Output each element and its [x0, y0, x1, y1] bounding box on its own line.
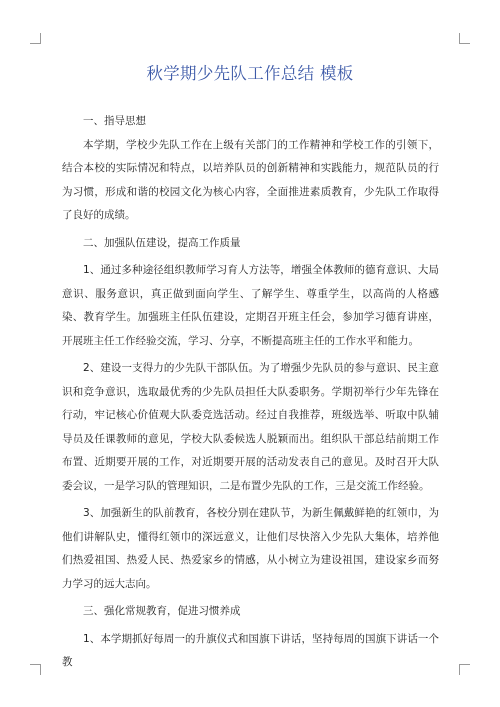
paragraph-cadre-team: 2、建设一支得力的少先队干部队伍。为了增强少先队员的参与意识、民主意识和竞争意识，选取最优秀的少先队员担任大队委职务。学期初举行少年先锋在行动，牢记核心价值观大队委竞选活动。经过自我推荐，班级选举、听取中队辅导员及任课教师的意见，学校大队委候选人脱颖而出。组织队干部总结前期工作布置、近期要开展的工作，对近期要开展的活动发表自己的意见。及时召开大队委会议，一是学习队的管理知识，二是布置少先队的工作，三是交流工作经验。 — [62, 362, 439, 492]
section-heading-routine-education: 三、强化常规教育，促进习惯养成 — [83, 605, 241, 617]
crop-mark-top-right — [459, 33, 470, 44]
document-title: 秋学期少先队工作总结 模板 — [146, 64, 354, 83]
crop-mark-top-left — [30, 33, 41, 44]
section-heading-guiding-thought: 一、指导思想 — [83, 115, 146, 127]
paragraph-new-member-education: 3、加强新生的队前教育，各校分别在建队节，为新生佩戴鲜艳的红领巾，为他们讲解队史，懂得红领巾的深远意义，让他们尽快溶入少先队大集体，培养他们热爱祖国、热爱人民、热爱家乡的情感，从小树立为建设祖国，建设家乡而努力学习的远大志向。 — [62, 507, 439, 590]
paragraph-teacher-training: 1、通过多种途径组织教师学习育人方法等，增强全体教师的德育意识、大局意识、服务意识，真正做到面向学生、了解学生、尊重学生，以高尚的人格感染、教育学生。加强班主任队伍建设，定期召开班主任会，参加学习德育讲座，开展班主任工作经验交流，学习、分享，不断提高班主任的工作水平和能力。 — [62, 264, 439, 347]
crop-mark-bottom-left — [30, 664, 41, 675]
document-body — [62, 110, 439, 675]
paragraph-flag-ceremony: 1、本学期抓好每周一的升旗仪式和国旗下讲话，坚持每周的国旗下讲话一个教 — [62, 632, 439, 668]
section-heading-team-building: 二、加强队伍建设，提高工作质量 — [83, 236, 241, 249]
crop-mark-bottom-right — [459, 664, 470, 675]
paragraph-intro: 本学期，学校少先队工作在上级有关部门的工作精神和学校工作的引领下，结合本校的实际情况和特点，以培养队员的创新精神和实践能力，规范队员的行为习惯，形成和谐的校园文化为核心内容，全面推进素质教育，少先队工作取得了良好的成绩。 — [62, 138, 439, 221]
